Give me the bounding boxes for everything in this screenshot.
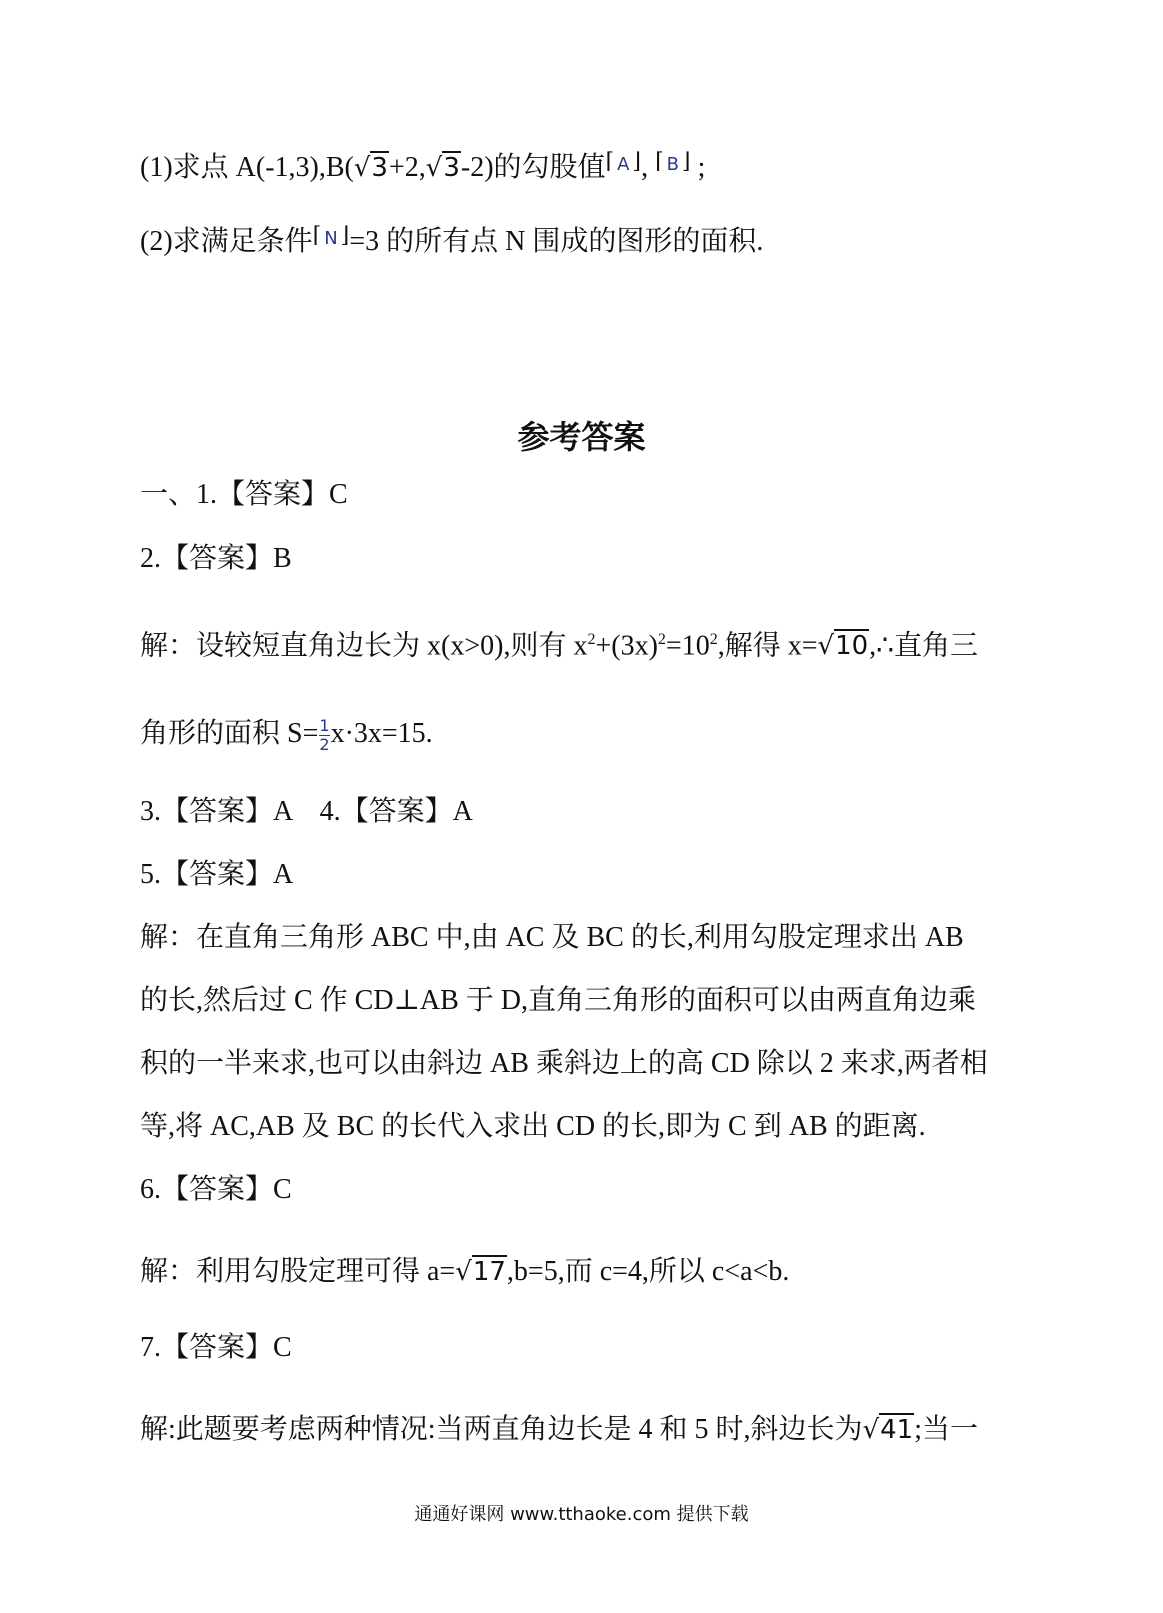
answer-6-solution: 解：利用勾股定理可得 a=√17,b=5,而 c=4,所以 c<a<b. xyxy=(140,1252,789,1292)
answer-5-solution-line: 等,将 AC,AB 及 BC 的长代入求出 CD 的长,即为 C 到 AB 的距离. xyxy=(140,1111,926,1142)
sqrt-symbol: √41 xyxy=(862,1415,914,1445)
answer-5-solution-line: 积的一半来求,也可以由斜边 AB 乘斜边上的高 CD 除以 2 来求,两者相 xyxy=(140,1048,988,1079)
footer-watermark: 通通好课网 www.tthaoke.com 提供下载 xyxy=(414,1504,749,1525)
pythagorean-value-B: B xyxy=(666,154,680,175)
answer-5-solution-line: 的长,然后过 C 作 CD⊥AB 于 D,直角三角形的面积可以由两直角边乘 xyxy=(140,985,977,1016)
answer-1: 一、1.【答案】C xyxy=(140,479,348,510)
answer-5-solution-line: 解：在直角三角形 ABC 中,由 AC 及 BC 的长,利用勾股定理求出 AB xyxy=(140,922,964,953)
fraction: $\frac{1}{2}$ xyxy=(319,716,330,755)
pythagorean-value-A: A xyxy=(617,154,630,175)
sqrt-symbol: √3 xyxy=(425,153,460,183)
question-2: (2)求满足条件⌈ N ⌋=3 的所有点 N 围成的图形的面积. xyxy=(140,222,763,265)
q2-prefix: (2)求满足条件 xyxy=(140,226,313,257)
answer-2-solution: 解：设较短直角边长为 x(x>0),则有 $x^2+(3x)^2=10^2$,解得 x=√10,∴直角三 xyxy=(140,620,978,666)
q2-suffix: =3 的所有点 N 围成的图形的面积. xyxy=(349,226,764,257)
q1-mid2: -2)的勾股值 xyxy=(460,152,606,183)
answer-5: 5.【答案】A xyxy=(140,859,294,890)
answer-6: 6.【答案】C xyxy=(140,1174,292,1205)
sqrt-symbol: √3 xyxy=(353,153,388,183)
q1-prefix: (1)求点 A(-1,3),B( xyxy=(140,152,354,183)
answer-3-4: 3.【答案】A 4.【答案】A xyxy=(140,796,473,827)
answer-7-solution: 解:此题要考虑两种情况:当两直角边长是 4 和 5 时,斜边长为√41;当一 xyxy=(140,1410,978,1450)
sqrt-symbol: √10 xyxy=(817,631,869,662)
page-title: 参考答案 xyxy=(517,418,646,456)
sqrt-symbol: √17 xyxy=(455,1257,506,1287)
answer-7: 7.【答案】C xyxy=(140,1332,292,1363)
pythagorean-value-N: N xyxy=(324,228,338,249)
answer-2: 2.【答案】B xyxy=(140,543,292,574)
question-1: (1)求点 A(-1,3),B(√3+2,√3-2)的勾股值⌈ A ⌋, ⌈ B ⌋ ; xyxy=(140,148,705,191)
q1-mid1: +2, xyxy=(388,152,426,183)
answer-2-solution-cont: 角形的面积 S= $\frac{1}{2}$ x·3x=15. xyxy=(140,716,433,755)
